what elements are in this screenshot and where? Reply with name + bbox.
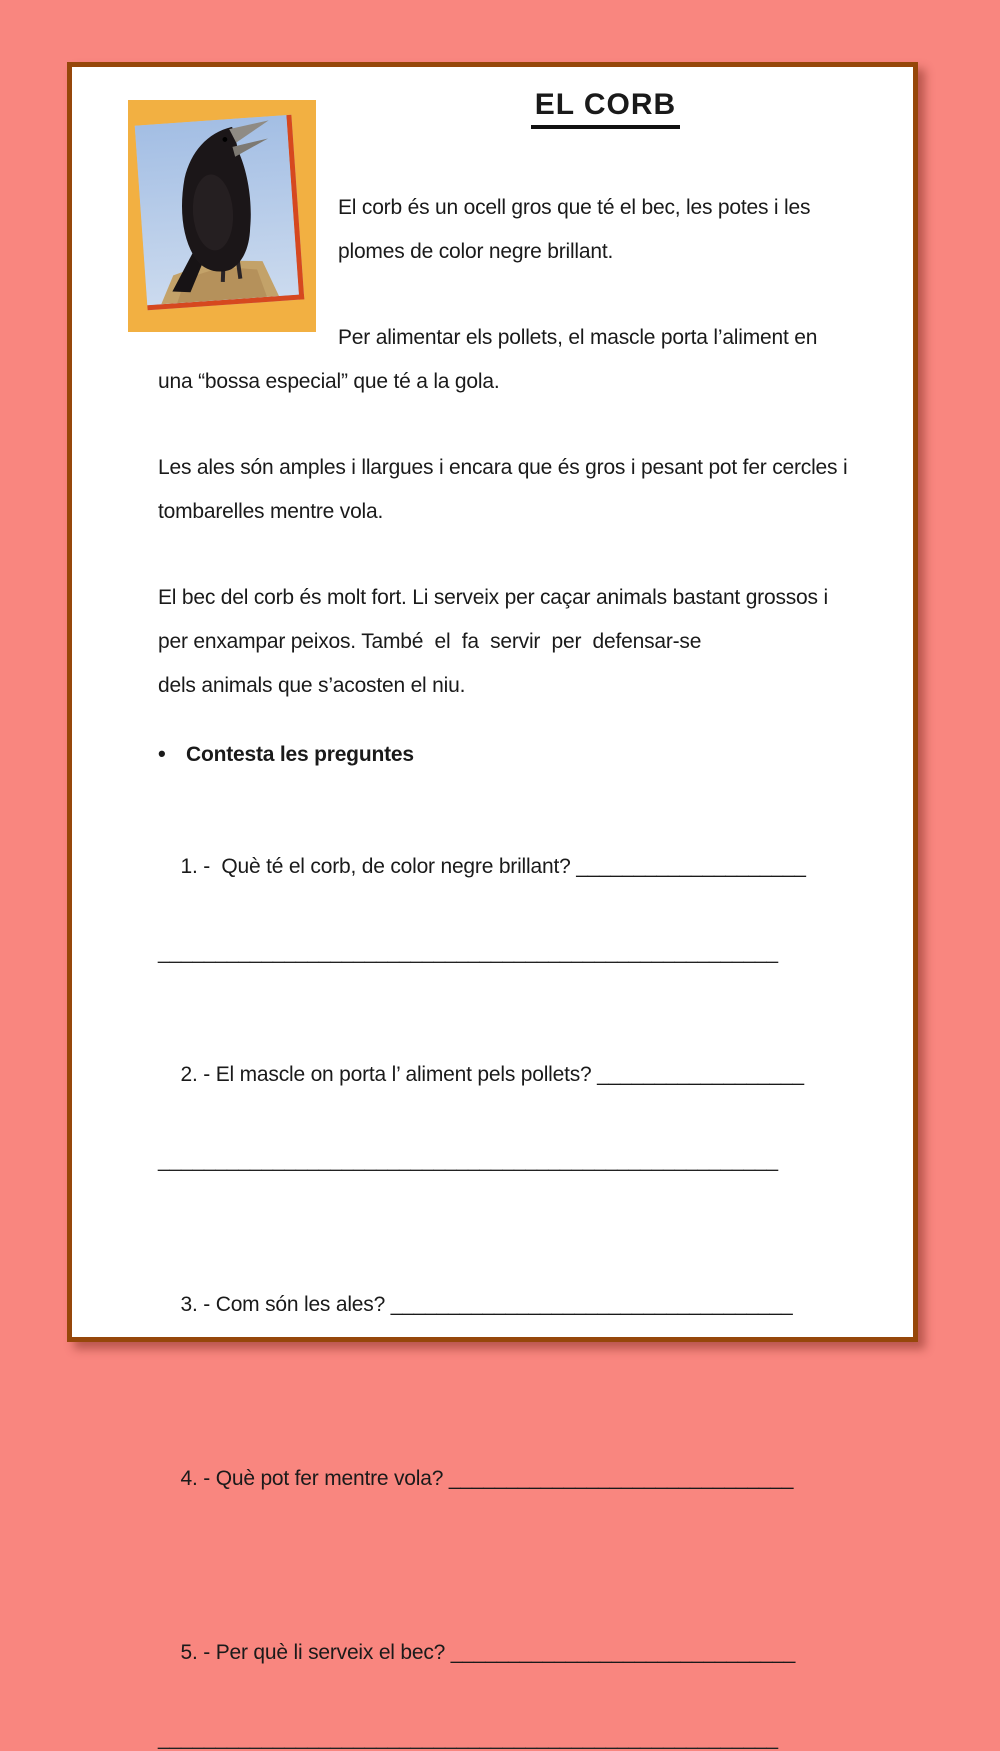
paragraph-line: El corb és un ocell gros que té el bec, les potes i les — [338, 196, 811, 219]
question-2-answer-line[interactable]: ______________________________________________________ — [158, 1149, 778, 1172]
question-2 — [128, 1009, 873, 1141]
crow-photo-frame — [128, 100, 316, 332]
paragraph-4 — [128, 576, 873, 708]
paragraph-line: Les ales són amples i llargues i encara que és gros i pesant pot fer cercles i — [158, 456, 848, 479]
paragraph-line: dels animals que s’acosten el niu. — [158, 674, 466, 697]
question-1-answer-line[interactable]: ______________________________________________________ — [158, 941, 778, 964]
exercise-heading-label: Contesta les preguntes — [186, 743, 414, 766]
question-3 — [128, 1239, 873, 1371]
question-2-answer-blank[interactable]: __________________ — [597, 1063, 804, 1086]
paragraph-line: tombarelles mentre vola. — [158, 500, 384, 523]
question-3-text: 3. - Com són les ales? — [180, 1293, 391, 1316]
exercise-heading — [128, 734, 873, 775]
question-4-text: 4. - Què pot fer mentre vola? — [180, 1467, 449, 1490]
crow-photo — [135, 115, 305, 311]
paragraph-line: El bec del corb és molt fort. Li serveix per caçar animals bastant grossos i — [158, 586, 828, 609]
paragraph-line: per enxampar peixos. També el fa servir per defensar-se — [158, 630, 702, 653]
crow-image — [135, 115, 299, 305]
question-5-answer-line[interactable]: ______________________________________________________ — [158, 1727, 778, 1750]
question-4 — [128, 1413, 873, 1545]
question-4-answer-blank[interactable]: ______________________________ — [448, 1467, 794, 1490]
paragraph-line: Per alimentar els pollets, el mascle porta l’aliment en — [338, 326, 818, 349]
question-1-text: 1. - Què té el corb, de color negre brillant? — [180, 855, 577, 878]
paragraph-line: una “bossa especial” que té a la gola. — [158, 370, 500, 393]
question-5-text: 5. - Per què li serveix el bec? — [180, 1641, 451, 1664]
question-3-answer-blank[interactable]: ___________________________________ — [390, 1293, 793, 1316]
paragraph-3 — [128, 446, 873, 534]
bullet-icon: • — [158, 741, 166, 766]
worksheet-page — [67, 62, 918, 1750]
question-2-text: 2. - El mascle on porta l’ aliment pels pollets? — [180, 1063, 598, 1086]
question-5 — [128, 1587, 873, 1719]
paragraph-line: plomes de color negre brillant. — [338, 240, 614, 263]
question-5-answer-blank[interactable]: ______________________________ — [450, 1641, 796, 1664]
question-1 — [128, 801, 873, 933]
question-1-answer-blank[interactable]: ____________________ — [576, 855, 806, 878]
page-title: EL CORB — [531, 88, 680, 129]
